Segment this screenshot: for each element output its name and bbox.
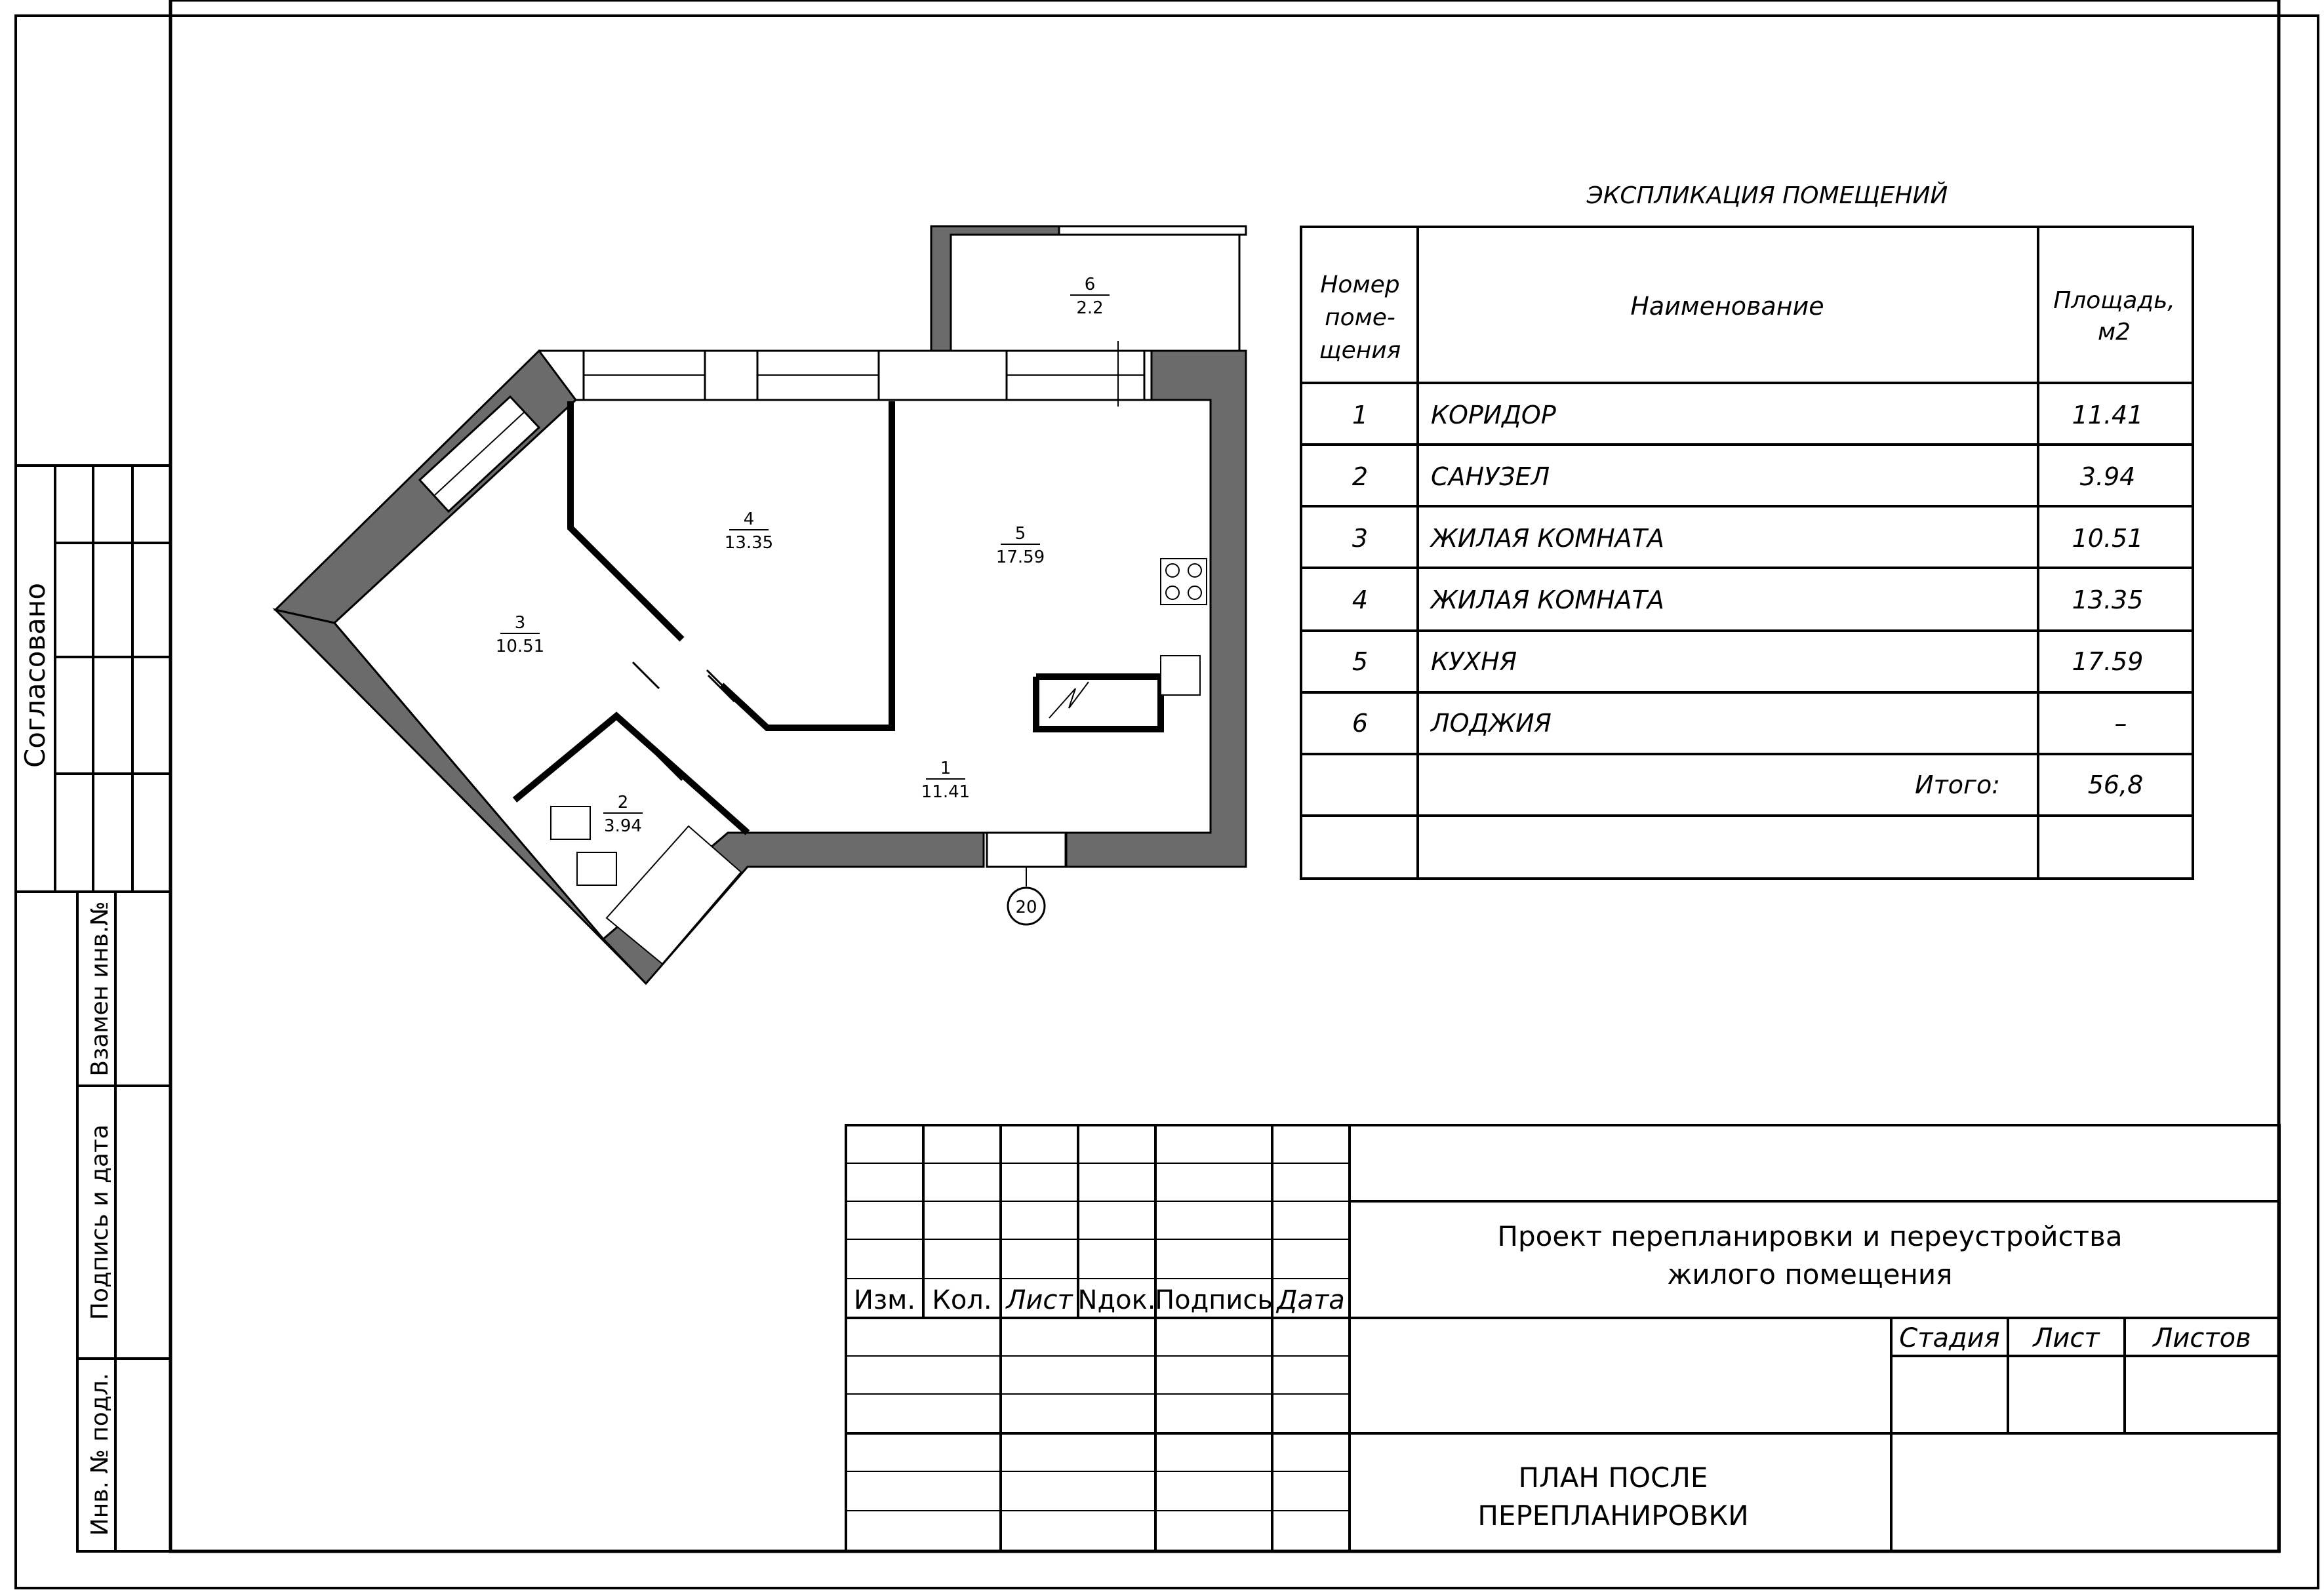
- svg-text:6: 6: [1084, 275, 1096, 294]
- col-sign: Подпись: [1155, 1285, 1273, 1315]
- col-izm: Изм.: [853, 1285, 916, 1315]
- table-row: [1352, 709, 2127, 738]
- floor-plan: [275, 226, 1246, 984]
- washbasin-icon: [577, 852, 616, 885]
- svg-text:11.41: 11.41: [2072, 401, 2144, 429]
- project-title-1: Проект перепланировки и переустройства: [1497, 1220, 2123, 1252]
- svg-text:13.35: 13.35: [724, 533, 774, 553]
- col-ndok: Nдок.: [1077, 1285, 1156, 1315]
- table-row: [1352, 586, 2143, 614]
- header-area-2: м2: [2097, 319, 2131, 346]
- svg-text:3.94: 3.94: [2079, 462, 2136, 491]
- svg-text:3: 3: [1352, 524, 1369, 553]
- svg-text:2.2: 2.2: [1076, 298, 1104, 318]
- header-num-2: поме-: [1325, 304, 1395, 331]
- sheet-title-1: ПЛАН ПОСЛЕ: [1518, 1462, 1708, 1494]
- svg-text:6: 6: [1352, 709, 1369, 738]
- svg-text:20: 20: [1015, 898, 1037, 917]
- svg-text:17.59: 17.59: [2072, 647, 2144, 676]
- svg-text:3: 3: [514, 613, 526, 633]
- svg-text:4: 4: [743, 509, 755, 529]
- svg-text:2: 2: [617, 793, 629, 812]
- table-row: [1352, 647, 2143, 676]
- svg-text:ЖИЛАЯ КОМНАТА: ЖИЛАЯ КОМНАТА: [1431, 586, 1664, 614]
- sheet-title-2: ПЕРЕПЛАНИРОВКИ: [1477, 1500, 1749, 1532]
- svg-text:ЛОДЖИЯ: ЛОДЖИЯ: [1431, 709, 1552, 738]
- svg-text:1: 1: [940, 759, 952, 778]
- svg-text:17.59: 17.59: [995, 547, 1045, 567]
- svg-text:КУХНЯ: КУХНЯ: [1431, 647, 1517, 676]
- axis-marker: [1008, 867, 1045, 925]
- table-row: [1352, 401, 2143, 429]
- svg-text:10.51: 10.51: [2072, 524, 2144, 553]
- svg-text:4: 4: [1352, 586, 1369, 614]
- window-loggia: [1059, 226, 1246, 235]
- inv-orig-label: Инв. № подл.: [87, 1372, 113, 1536]
- svg-text:5: 5: [1352, 647, 1369, 676]
- svg-text:5: 5: [1014, 524, 1026, 544]
- svg-text:1: 1: [1352, 401, 1369, 429]
- col-list: Лист: [1006, 1285, 1073, 1315]
- total-label: Итого:: [1915, 770, 2000, 799]
- project-title-2: жилого помещения: [1667, 1258, 1953, 1290]
- table-row: [1352, 462, 2135, 491]
- replaces-inv-label: Взамен инв.№: [87, 901, 113, 1077]
- svg-text:САНУЗЕЛ: САНУЗЕЛ: [1431, 462, 1550, 491]
- sheets-header: Листов: [2153, 1323, 2251, 1353]
- toilet-icon: [551, 806, 590, 839]
- svg-text:КОРИДОР: КОРИДОР: [1431, 401, 1556, 429]
- header-name: Наименование: [1630, 292, 1824, 321]
- header-num-3: щения: [1319, 337, 1401, 364]
- door-south: [987, 833, 1066, 867]
- header-num-1: Номер: [1320, 271, 1400, 298]
- svg-text:–: –: [2114, 709, 2127, 738]
- explication-table: [1301, 227, 2193, 879]
- sheet-header: Лист: [2033, 1323, 2100, 1353]
- stage-header: Стадия: [1899, 1323, 2000, 1353]
- svg-text:3.94: 3.94: [604, 816, 642, 836]
- svg-text:10.51: 10.51: [495, 637, 545, 656]
- col-kol: Кол.: [932, 1285, 992, 1315]
- table-row: [1352, 524, 2143, 553]
- svg-text:2: 2: [1352, 462, 1369, 491]
- svg-text:11.41: 11.41: [921, 782, 971, 802]
- col-date: Дата: [1277, 1285, 1345, 1315]
- svg-text:13.35: 13.35: [2072, 586, 2144, 614]
- kitchen-sink-icon: [1161, 656, 1200, 695]
- svg-text:ЖИЛАЯ КОМНАТА: ЖИЛАЯ КОМНАТА: [1431, 524, 1664, 553]
- total-value: 56,8: [2087, 770, 2144, 799]
- header-area-1: Площадь,: [2053, 287, 2175, 314]
- explication-title: ЭКСПЛИКАЦИЯ ПОМЕЩЕНИЙ: [1586, 182, 1948, 209]
- agreed-label: Согласовано: [19, 582, 51, 768]
- sign-date-label: Подпись и дата: [87, 1124, 113, 1321]
